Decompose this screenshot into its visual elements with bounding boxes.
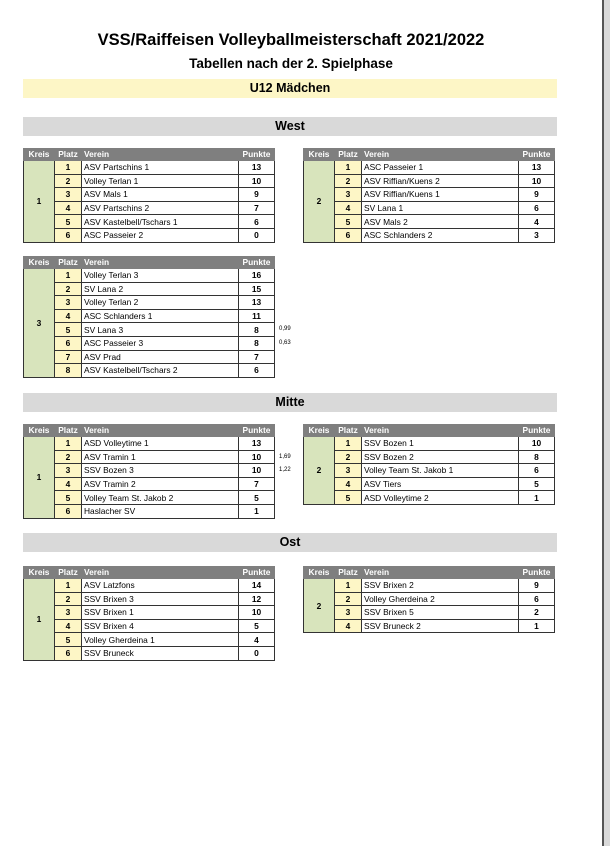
table-row xyxy=(24,592,275,606)
document-title: VSS/Raiffeisen Volleyballmeisterschaft 2021/2022 xyxy=(97,31,485,49)
punkte-cell: 9 xyxy=(519,188,555,202)
punkte-cell: 10 xyxy=(239,606,275,620)
verein-cell: ASV Latzfons xyxy=(82,579,239,593)
column-header-punkte: Punkte xyxy=(239,149,275,161)
table-row xyxy=(304,592,555,606)
punkte-cell: 7 xyxy=(239,477,275,491)
punkte-cell: 10 xyxy=(239,464,275,478)
table-row xyxy=(24,450,275,464)
table-row xyxy=(24,228,275,242)
table-row xyxy=(24,364,275,378)
table-row xyxy=(24,161,275,175)
verein-cell: SSV Bruneck xyxy=(82,646,239,660)
punkte-cell: 5 xyxy=(239,491,275,505)
kreis-cell: 3 xyxy=(24,269,55,378)
kreis-cell: 1 xyxy=(24,437,55,519)
verein-cell: Haslacher SV xyxy=(82,504,239,518)
table-row xyxy=(24,350,275,364)
table-row xyxy=(24,309,275,323)
punkte-cell: 12 xyxy=(239,592,275,606)
punkte-cell: 6 xyxy=(239,215,275,229)
column-header-verein: Verein xyxy=(362,567,519,579)
tiebreak-note: 0,99 xyxy=(279,326,291,333)
punkte-cell: 8 xyxy=(519,450,555,464)
verein-cell: Volley Terlan 1 xyxy=(82,174,239,188)
verein-cell: ASV Riffian/Kuens 1 xyxy=(362,188,519,202)
column-header-punkte: Punkte xyxy=(239,567,275,579)
punkte-cell: 6 xyxy=(519,201,555,215)
table-row xyxy=(24,269,275,283)
platz-cell: 6 xyxy=(55,228,82,242)
platz-cell: 1 xyxy=(55,269,82,283)
kreis-cell: 2 xyxy=(304,437,335,505)
tiebreak-note: 1,69 xyxy=(279,453,291,460)
column-header-platz: Platz xyxy=(55,567,82,579)
verein-cell: ASV Kastelbell/Tschars 2 xyxy=(82,364,239,378)
platz-cell: 4 xyxy=(335,201,362,215)
table-row xyxy=(304,464,555,478)
punkte-cell: 9 xyxy=(519,579,555,593)
verein-cell: ASV Tramin 1 xyxy=(82,450,239,464)
punkte-cell: 13 xyxy=(239,161,275,175)
verein-cell: ASC Schlanders 2 xyxy=(362,228,519,242)
platz-cell: 4 xyxy=(335,477,362,491)
platz-cell: 6 xyxy=(55,504,82,518)
verein-cell: ASV Prad xyxy=(82,350,239,364)
platz-cell: 5 xyxy=(55,323,82,337)
platz-cell: 3 xyxy=(335,606,362,620)
column-header-platz: Platz xyxy=(55,425,82,437)
platz-cell: 4 xyxy=(55,619,82,633)
verein-cell: ASC Passeier 3 xyxy=(82,336,239,350)
platz-cell: 4 xyxy=(55,201,82,215)
standings-table-ost-kreis-2 xyxy=(303,566,555,633)
verein-cell: ASV Tiers xyxy=(362,477,519,491)
platz-cell: 3 xyxy=(55,188,82,202)
table-row xyxy=(24,215,275,229)
platz-cell: 8 xyxy=(55,364,82,378)
punkte-cell: 10 xyxy=(239,174,275,188)
platz-cell: 6 xyxy=(55,646,82,660)
punkte-cell: 7 xyxy=(239,201,275,215)
column-header-platz: Platz xyxy=(335,149,362,161)
column-header-punkte: Punkte xyxy=(519,149,555,161)
verein-cell: Volley Terlan 3 xyxy=(82,269,239,283)
column-header-platz: Platz xyxy=(55,149,82,161)
verein-cell: ASC Passeier 2 xyxy=(82,228,239,242)
punkte-cell: 5 xyxy=(519,477,555,491)
platz-cell: 2 xyxy=(335,592,362,606)
document-subtitle: Tabellen nach der 2. Spielphase xyxy=(189,56,393,71)
table-row xyxy=(24,188,275,202)
table-row xyxy=(24,437,275,451)
column-header-platz: Platz xyxy=(335,425,362,437)
column-header-kreis: Kreis xyxy=(304,425,335,437)
verein-cell: Volley Gherdeina 2 xyxy=(362,592,519,606)
verein-cell: SSV Brixen 1 xyxy=(82,606,239,620)
platz-cell: 1 xyxy=(335,579,362,593)
verein-cell: SV Lana 3 xyxy=(82,323,239,337)
category-banner: U12 Mädchen xyxy=(23,79,557,98)
verein-cell: SSV Bruneck 2 xyxy=(362,619,519,633)
punkte-cell: 2 xyxy=(519,606,555,620)
verein-cell: SSV Brixen 2 xyxy=(362,579,519,593)
punkte-cell: 1 xyxy=(239,504,275,518)
verein-cell: SSV Brixen 3 xyxy=(82,592,239,606)
punkte-cell: 7 xyxy=(239,350,275,364)
column-header-kreis: Kreis xyxy=(24,257,55,269)
platz-cell: 5 xyxy=(55,215,82,229)
table-row xyxy=(24,491,275,505)
punkte-cell: 13 xyxy=(519,161,555,175)
standings-table-mitte-kreis-2 xyxy=(303,424,555,505)
kreis-cell: 1 xyxy=(24,579,55,661)
platz-cell: 1 xyxy=(55,161,82,175)
verein-cell: ASC Schlanders 1 xyxy=(82,309,239,323)
column-header-kreis: Kreis xyxy=(24,149,55,161)
platz-cell: 3 xyxy=(55,606,82,620)
table-row xyxy=(24,633,275,647)
table-row xyxy=(24,336,275,350)
column-header-punkte: Punkte xyxy=(239,257,275,269)
verein-cell: SSV Bozen 2 xyxy=(362,450,519,464)
table-row xyxy=(24,606,275,620)
verein-cell: ASV Kastelbell/Tschars 1 xyxy=(82,215,239,229)
verein-cell: Volley Terlan 2 xyxy=(82,296,239,310)
standings-table-mitte-kreis-1 xyxy=(23,424,275,519)
verein-cell: SSV Bozen 1 xyxy=(362,437,519,451)
punkte-cell: 4 xyxy=(239,633,275,647)
punkte-cell: 4 xyxy=(519,215,555,229)
table-row xyxy=(304,579,555,593)
punkte-cell: 1 xyxy=(519,619,555,633)
punkte-cell: 11 xyxy=(239,309,275,323)
table-row xyxy=(304,491,555,505)
verein-cell: ASV Mals 2 xyxy=(362,215,519,229)
verein-cell: ASV Riffian/Kuens 2 xyxy=(362,174,519,188)
kreis-cell: 2 xyxy=(304,161,335,243)
standings-table-west-kreis-3 xyxy=(23,256,275,378)
table-row xyxy=(24,477,275,491)
table-row xyxy=(304,450,555,464)
platz-cell: 2 xyxy=(55,282,82,296)
punkte-cell: 14 xyxy=(239,579,275,593)
verein-cell: Volley Gherdeina 1 xyxy=(82,633,239,647)
verein-cell: Volley Team St. Jakob 1 xyxy=(362,464,519,478)
platz-cell: 5 xyxy=(55,633,82,647)
table-row xyxy=(24,646,275,660)
punkte-cell: 10 xyxy=(239,450,275,464)
column-header-kreis: Kreis xyxy=(304,567,335,579)
platz-cell: 3 xyxy=(335,464,362,478)
table-row xyxy=(304,619,555,633)
column-header-verein: Verein xyxy=(82,149,239,161)
column-header-verein: Verein xyxy=(82,567,239,579)
table-row xyxy=(304,437,555,451)
punkte-cell: 10 xyxy=(519,174,555,188)
region-header-ost: Ost xyxy=(23,533,557,552)
region-header-west: West xyxy=(23,117,557,136)
table-row xyxy=(24,579,275,593)
punkte-cell: 6 xyxy=(239,364,275,378)
platz-cell: 2 xyxy=(335,174,362,188)
column-header-kreis: Kreis xyxy=(24,425,55,437)
platz-cell: 5 xyxy=(335,491,362,505)
table-row xyxy=(24,464,275,478)
table-row xyxy=(24,619,275,633)
verein-cell: SSV Bozen 3 xyxy=(82,464,239,478)
punkte-cell: 8 xyxy=(239,336,275,350)
column-header-kreis: Kreis xyxy=(24,567,55,579)
platz-cell: 2 xyxy=(55,592,82,606)
platz-cell: 7 xyxy=(55,350,82,364)
verein-cell: SSV Brixen 4 xyxy=(82,619,239,633)
punkte-cell: 9 xyxy=(239,188,275,202)
platz-cell: 2 xyxy=(55,450,82,464)
table-row xyxy=(304,188,555,202)
platz-cell: 6 xyxy=(55,336,82,350)
table-row xyxy=(304,201,555,215)
verein-cell: ASV Partschins 2 xyxy=(82,201,239,215)
punkte-cell: 1 xyxy=(519,491,555,505)
verein-cell: Volley Team St. Jakob 2 xyxy=(82,491,239,505)
table-row xyxy=(24,296,275,310)
platz-cell: 1 xyxy=(335,161,362,175)
verein-cell: ASC Passeier 1 xyxy=(362,161,519,175)
table-row xyxy=(304,606,555,620)
verein-cell: ASV Tramin 2 xyxy=(82,477,239,491)
column-header-platz: Platz xyxy=(335,567,362,579)
table-row xyxy=(24,323,275,337)
punkte-cell: 5 xyxy=(239,619,275,633)
punkte-cell: 0 xyxy=(239,646,275,660)
platz-cell: 1 xyxy=(335,437,362,451)
platz-cell: 4 xyxy=(335,619,362,633)
verein-cell: SSV Brixen 5 xyxy=(362,606,519,620)
platz-cell: 3 xyxy=(55,296,82,310)
punkte-cell: 6 xyxy=(519,464,555,478)
region-header-mitte: Mitte xyxy=(23,393,557,412)
table-row xyxy=(24,504,275,518)
column-header-punkte: Punkte xyxy=(519,567,555,579)
platz-cell: 2 xyxy=(55,174,82,188)
kreis-cell: 1 xyxy=(24,161,55,243)
column-header-punkte: Punkte xyxy=(239,425,275,437)
platz-cell: 1 xyxy=(55,579,82,593)
column-header-punkte: Punkte xyxy=(519,425,555,437)
table-row xyxy=(24,282,275,296)
scrollbar-track[interactable] xyxy=(604,0,610,846)
punkte-cell: 13 xyxy=(239,437,275,451)
table-row xyxy=(304,161,555,175)
platz-cell: 1 xyxy=(55,437,82,451)
platz-cell: 4 xyxy=(55,477,82,491)
punkte-cell: 3 xyxy=(519,228,555,242)
tiebreak-note: 0,63 xyxy=(279,340,291,346)
platz-cell: 6 xyxy=(335,228,362,242)
table-row xyxy=(304,215,555,229)
punkte-cell: 6 xyxy=(519,592,555,606)
platz-cell: 4 xyxy=(55,309,82,323)
tiebreak-note: 1,22 xyxy=(279,467,291,474)
verein-cell: ASD Volleytime 2 xyxy=(362,491,519,505)
punkte-cell: 10 xyxy=(519,437,555,451)
punkte-cell: 13 xyxy=(239,296,275,310)
verein-cell: ASD Volleytime 1 xyxy=(82,437,239,451)
standings-table-west-kreis-2 xyxy=(303,148,555,243)
punkte-cell: 8 xyxy=(239,323,275,337)
column-header-verein: Verein xyxy=(82,257,239,269)
table-row xyxy=(24,201,275,215)
platz-cell: 2 xyxy=(335,450,362,464)
standings-table-west-kreis-1 xyxy=(23,148,275,243)
standings-table-ost-kreis-1 xyxy=(23,566,275,661)
table-row xyxy=(24,174,275,188)
column-header-verein: Verein xyxy=(82,425,239,437)
kreis-cell: 2 xyxy=(304,579,335,633)
punkte-cell: 15 xyxy=(239,282,275,296)
punkte-cell: 0 xyxy=(239,228,275,242)
platz-cell: 3 xyxy=(55,464,82,478)
column-header-kreis: Kreis xyxy=(304,149,335,161)
punkte-cell: 16 xyxy=(239,269,275,283)
verein-cell: SV Lana 1 xyxy=(362,201,519,215)
verein-cell: SV Lana 2 xyxy=(82,282,239,296)
platz-cell: 5 xyxy=(55,491,82,505)
table-row xyxy=(304,228,555,242)
platz-cell: 3 xyxy=(335,188,362,202)
table-row xyxy=(304,174,555,188)
verein-cell: ASV Partschins 1 xyxy=(82,161,239,175)
column-header-verein: Verein xyxy=(362,425,519,437)
column-header-verein: Verein xyxy=(362,149,519,161)
table-row xyxy=(304,477,555,491)
platz-cell: 5 xyxy=(335,215,362,229)
verein-cell: ASV Mals 1 xyxy=(82,188,239,202)
column-header-platz: Platz xyxy=(55,257,82,269)
